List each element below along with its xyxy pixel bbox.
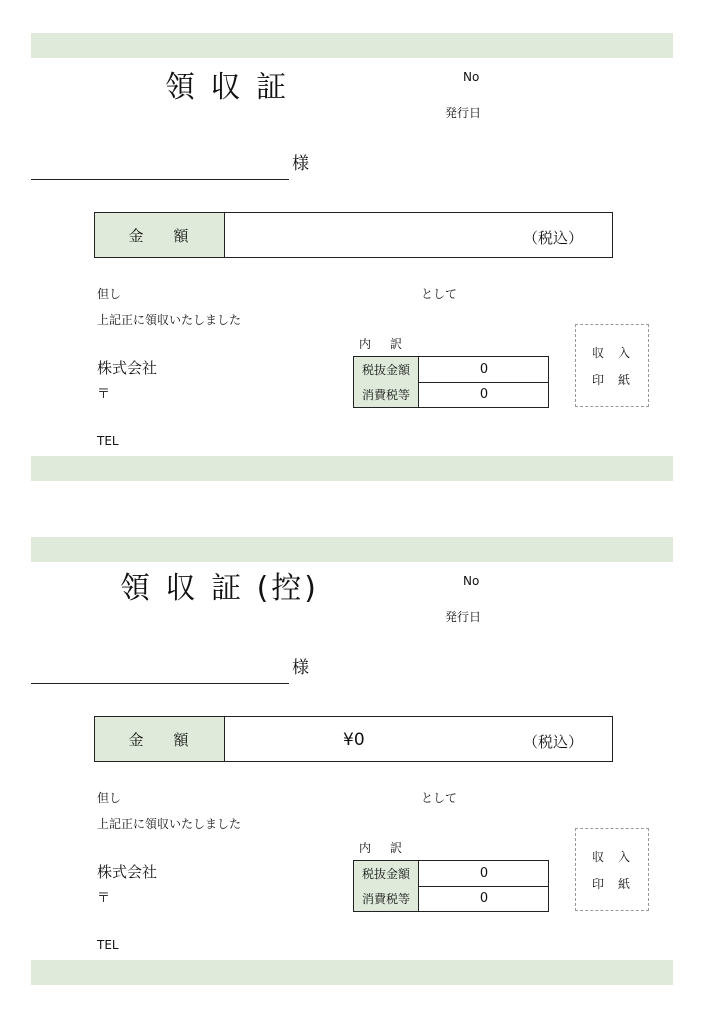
breakdown-table — [353, 356, 549, 408]
table-row — [354, 861, 548, 887]
table-row — [354, 382, 548, 407]
amount-label — [95, 717, 225, 761]
breakdown-heading-char-1: 内 — [359, 841, 373, 855]
issue-date-label: 発行日 — [445, 106, 482, 120]
purpose-prefix: 但し — [97, 791, 122, 805]
stamp-label-line-2: 印紙 — [592, 877, 645, 891]
table-row — [354, 886, 548, 911]
confirmation-text: 上記正に領収いたしました — [97, 313, 242, 327]
breakdown-value[interactable]: 0 — [479, 866, 489, 881]
receipt-number-label: No — [463, 70, 480, 84]
receipt-number-label: No — [463, 574, 480, 588]
amount-label-char-2: 額 — [173, 730, 191, 749]
footer-band — [31, 456, 673, 481]
header-band — [31, 33, 673, 58]
header-band — [31, 537, 673, 562]
stamp-label-line-2: 印紙 — [592, 373, 645, 387]
breakdown-heading — [359, 335, 403, 352]
breakdown-label: 消費税等 — [354, 382, 419, 407]
breakdown-heading-char-2: 訳 — [390, 337, 404, 351]
breakdown-table — [353, 860, 549, 912]
amount-label-char-1: 金 — [128, 730, 146, 749]
postal-mark: 〒 — [97, 891, 111, 906]
receipt-title: 領 収 証 (控) — [120, 571, 320, 606]
amount-box — [94, 212, 613, 258]
tax-included-label: （税込） — [523, 229, 584, 247]
recipient-suffix: 様 — [292, 154, 309, 174]
breakdown-label: 消費税等 — [354, 886, 419, 911]
tax-included-label: （税込） — [523, 733, 584, 751]
breakdown-label: 税抜金額 — [354, 861, 419, 886]
receipt-title: 領 収 証 — [165, 70, 290, 105]
breakdown-value[interactable]: 0 — [479, 891, 489, 906]
recipient-name-line[interactable] — [31, 683, 289, 684]
recipient-suffix: 様 — [292, 658, 309, 678]
breakdown-heading-char-2: 訳 — [390, 841, 404, 855]
stamp-label-line-1: 収入 — [592, 850, 645, 864]
receipt-copy — [0, 537, 724, 987]
issue-date-label: 発行日 — [445, 610, 482, 624]
confirmation-text: 上記正に領収いたしました — [97, 817, 242, 831]
receipt-original — [0, 33, 724, 483]
purpose-prefix: 但し — [97, 287, 122, 301]
amount-label-char-2: 額 — [173, 226, 191, 245]
tel-label: TEL — [97, 434, 119, 448]
breakdown-heading-char-1: 内 — [359, 337, 373, 351]
breakdown-label: 税抜金額 — [354, 357, 419, 382]
purpose-suffix: として — [421, 287, 458, 301]
purpose-suffix: として — [421, 791, 458, 805]
company-name: 株式会社 — [97, 863, 158, 881]
amount-label — [95, 213, 225, 257]
recipient-name-line[interactable] — [31, 179, 289, 180]
revenue-stamp-box — [575, 324, 649, 407]
postal-mark: 〒 — [97, 387, 111, 402]
footer-band — [31, 960, 673, 985]
table-row — [354, 357, 548, 383]
breakdown-heading — [359, 839, 403, 856]
amount-box — [94, 716, 613, 762]
stamp-label-line-1: 収入 — [592, 346, 645, 360]
amount-label-char-1: 金 — [128, 226, 146, 245]
breakdown-value[interactable]: 0 — [479, 387, 489, 402]
breakdown-value[interactable]: 0 — [479, 362, 489, 377]
revenue-stamp-box — [575, 828, 649, 911]
amount-value[interactable]: ¥0 — [343, 730, 365, 750]
company-name: 株式会社 — [97, 359, 158, 377]
tel-label: TEL — [97, 938, 119, 952]
